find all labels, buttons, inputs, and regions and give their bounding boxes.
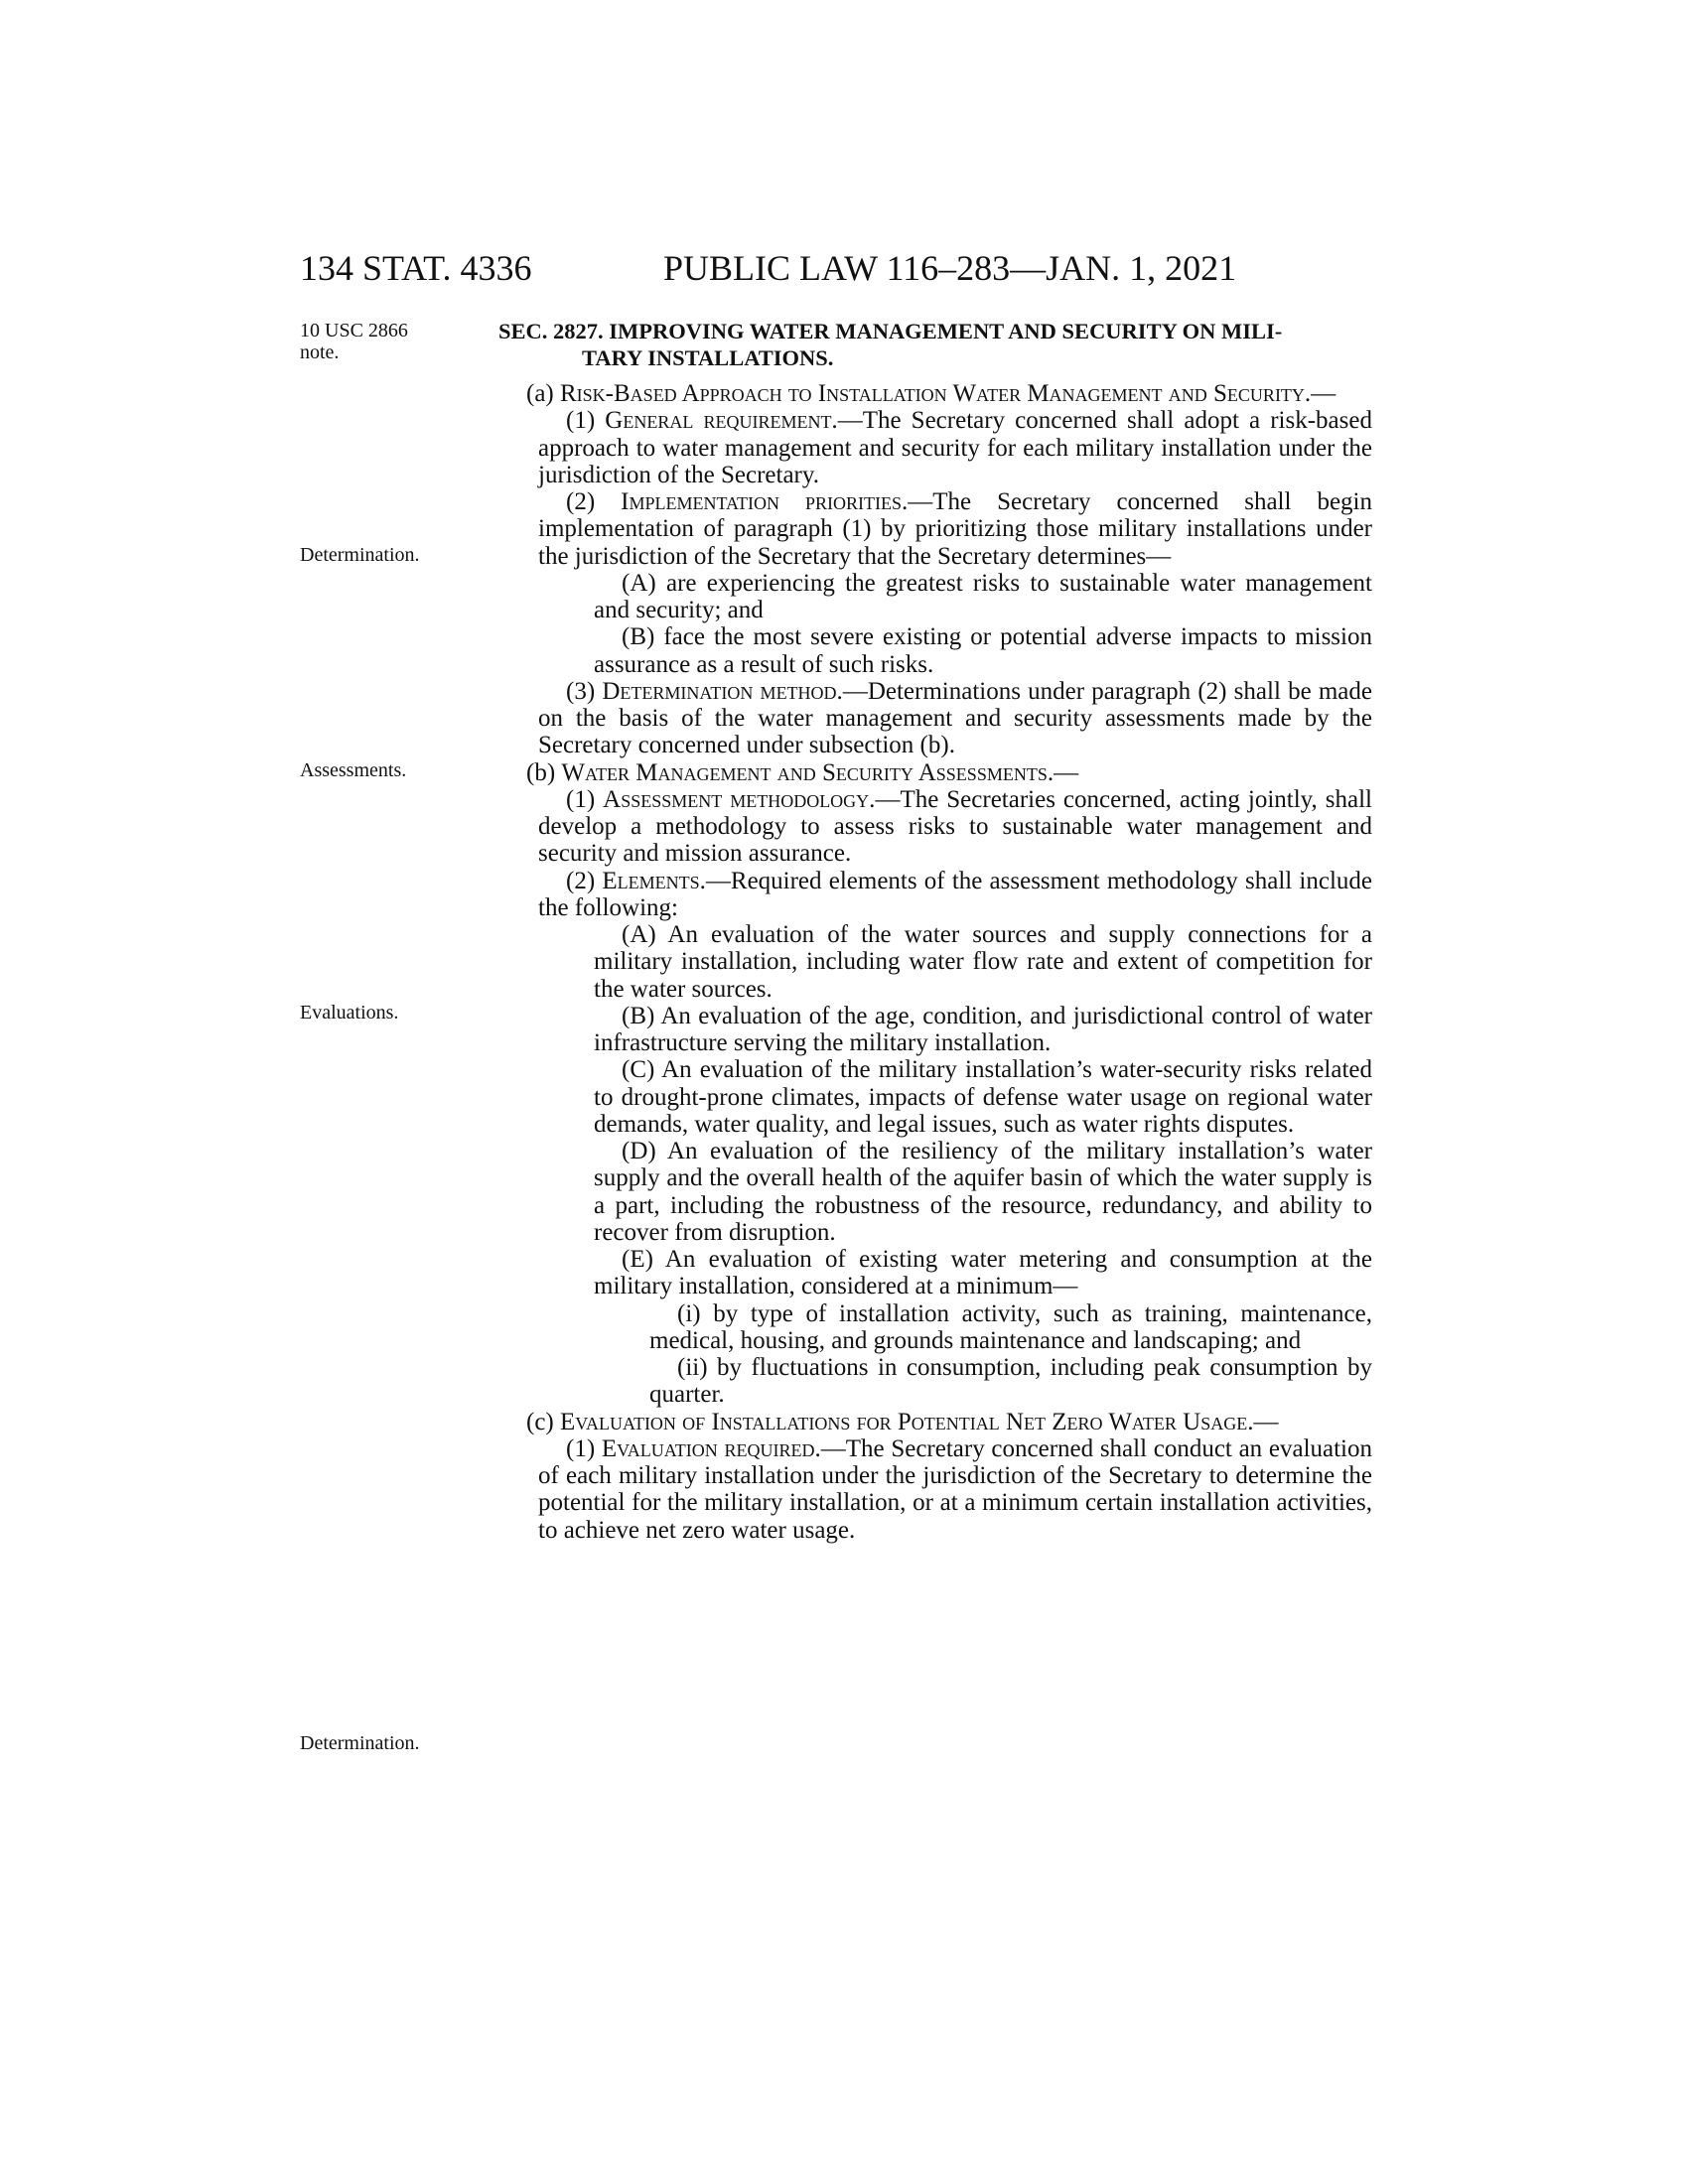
subparagraph-b2E: (E) An evaluation of existing water metering and consumption at the military installation, considered at a minimum— (594, 1246, 1372, 1300)
subsection-b-title: Water Management and Security Assessments.— (561, 758, 1079, 786)
paragraph-a2-heading: Implementation priorities. (621, 488, 909, 515)
paragraph-c1 (498, 1435, 1372, 1544)
margin-note-determination-2: Determination. (300, 1732, 420, 1754)
subparagraph-b2C: (C) An evaluation of the military installation’s water-security risks related to drought-prone climates, impacts of defense water usage on regional water demands, water quality, and legal issues, such as water rights disputes. (594, 1056, 1372, 1138)
paragraph-a2 (498, 488, 1372, 570)
section-body (498, 380, 1372, 1544)
paragraph-a3-label: (3) (566, 677, 596, 705)
subsection-a-label: (a) (526, 380, 554, 407)
paragraph-c1-heading: Evaluation required. (601, 1434, 821, 1462)
section-heading-line1: SEC. 2827. IMPROVING WATER MANAGEMENT AND SECURITY ON MILI- (498, 319, 1283, 343)
paragraph-a2-label: (2) (566, 488, 596, 515)
page-header (300, 245, 1372, 291)
subparagraph-b2A: (A) An evaluation of the water sources and supply connections for a military installation, including water flow rate and extent of competition for the water sources. (594, 921, 1372, 1003)
paragraph-a1-heading: General requirement. (605, 407, 838, 435)
paragraph-b1-text: —The Secretaries concerned, acting jointly, shall develop a methodology to assess risks to sustainable water management and security and mission assurance. (538, 785, 1372, 868)
subsection-c-heading (498, 1409, 1372, 1435)
paragraph-a3-text: —Determinations under paragraph (2) shall be made on the basis of the water management and security assessments made by the Secretary concerned under subsection (b). (538, 677, 1373, 759)
paragraph-b2 (498, 868, 1372, 922)
clause-b2E-ii: (ii) by fluctuations in consumption, including peak consumption by quarter. (649, 1354, 1372, 1409)
clause-b2E-i: (i) by type of installation activity, such as training, maintenance, medical, housing, and grounds maintenance and landscaping; and (649, 1299, 1372, 1354)
paragraph-c1-text: —The Secretary concerned shall conduct an evaluation of each military installation under the jurisdiction of the Secretary to determine the potential for the military installation, or at a minimum certain installation activities, to achieve net zero water usage. (538, 1434, 1372, 1544)
subsection-b-heading (498, 759, 1372, 786)
subsection-c-title: Evaluation of Installations for Potential Net Zero Water Usage.— (560, 1408, 1279, 1435)
paragraph-b2-text: —Required elements of the assessment methodology shall include the following: (538, 867, 1372, 921)
paragraph-a1-text: —The Secretary concerned shall adopt a risk-based approach to water management and security for each military installation under the jurisdiction of the Secretary. (538, 407, 1372, 488)
paragraph-a1 (498, 407, 1372, 488)
subsection-a-title: Risk-Based Approach to Installation Water Management and Security.— (560, 380, 1336, 407)
paragraph-a3-heading: Determination method. (602, 677, 843, 705)
public-law-title: PUBLIC LAW 116–283—JAN. 1, 2021 (663, 248, 1237, 288)
subsection-a-heading (498, 380, 1372, 407)
paragraph-c1-label: (1) (566, 1434, 596, 1462)
margin-note-usc (300, 320, 439, 363)
margin-note-usc-line1: 10 USC 2866 (300, 320, 408, 341)
margin-note-determination: Determination. (300, 544, 420, 566)
subparagraph-a2A: (A) are experiencing the greatest risks to sustainable water management and security; and (594, 569, 1372, 623)
paragraph-a3 (498, 678, 1372, 759)
paragraph-b1-label: (1) (566, 785, 596, 813)
paragraph-b1 (498, 786, 1372, 868)
paragraph-a2-text: —The Secretary concerned shall begin implementation of paragraph (1) by prioritizing those military installations under the jurisdiction of the Secretary that the Secretary determines— (538, 488, 1372, 570)
margin-note-evaluations: Evaluations. (300, 1002, 399, 1024)
margin-note-usc-line2: note. (300, 341, 340, 363)
paragraph-b2-heading: Elements. (602, 867, 706, 894)
subparagraph-a2B: (B) face the most severe existing or potential adverse impacts to mission assurance as a result of such risks. (594, 623, 1372, 678)
subparagraph-b2D: (D) An evaluation of the resiliency of the military installation’s water supply and the overall health of the aquifer basin of which the water supply is a part, including the robustness of the resource, redundancy, and ability to recover from disruption. (594, 1138, 1372, 1246)
paragraph-a1-label: (1) (566, 407, 596, 435)
paragraph-b1-heading: Assessment methodology. (603, 785, 876, 813)
subsection-c-label: (c) (526, 1408, 554, 1435)
margin-note-assessments: Assessments. (300, 759, 407, 781)
section-heading (498, 318, 1372, 371)
stat-page-number: 134 STAT. 4336 (300, 248, 532, 288)
section-heading-line2: TARY INSTALLATIONS. (582, 345, 834, 370)
subsection-b-label: (b) (526, 758, 556, 786)
paragraph-b2-label: (2) (566, 867, 596, 894)
subparagraph-b2B: (B) An evaluation of the age, condition, and jurisdictional control of water infrastructure serving the military installation. (594, 1002, 1372, 1056)
